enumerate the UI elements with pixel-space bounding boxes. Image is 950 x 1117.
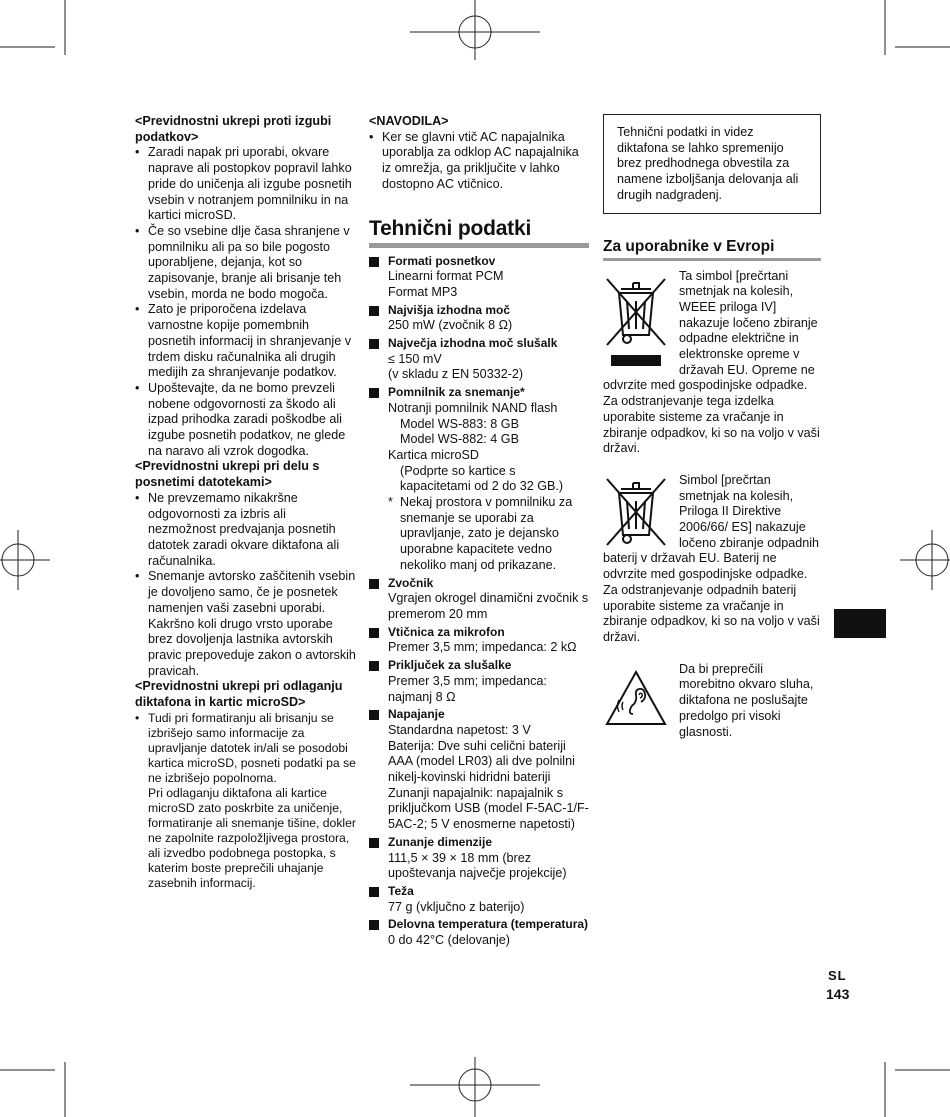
spec-value: 0 do 42°C (delovanje) [388, 933, 510, 948]
spec-value: Model WS-882: 4 GB [400, 432, 519, 447]
heading-europe-users: Za uporabnike v Evropi [603, 237, 821, 261]
list-item: • Ker se glavni vtič AC napajalnika uporablja za odklop AC napajalnika iz omrežja, ga priključite v lahko dostopno AC vtičnico. [369, 130, 589, 193]
spec-speaker [369, 576, 589, 623]
spec-memory [369, 385, 589, 573]
column-europe [603, 114, 821, 740]
section-title-specs: Tehnični podatki [369, 217, 589, 248]
spec-temperature [369, 917, 589, 948]
footnote-marker: * [388, 495, 393, 510]
spec-value: Format MP3 [388, 284, 458, 299]
hearing-text: Da bi preprečili morebitno okvaro sluha, diktafona ne poslušajte predolgo pri visoki glasnosti. [679, 661, 814, 739]
column-precautions [135, 114, 357, 891]
spec-label: Priključek za slušalke [388, 658, 512, 673]
hearing-block [603, 662, 821, 741]
spec-max-output [369, 303, 589, 334]
disposal-text-1: Tudi pri formatiranju ali brisanju se izbrišejo samo informacije za upravljanje datotek in/ali se posodobi kartica microSD, posneti podatki pa se ne izbrišejo popolnoma. [148, 710, 356, 785]
heading-instructions: <NAVODILA> [369, 114, 449, 128]
spec-formats [369, 254, 589, 301]
spec-value: Kartica microSD [388, 447, 479, 462]
spec-earphone-jack [369, 658, 589, 705]
list-item [135, 711, 357, 891]
list-item: • Če so vsebine dlje časa shranjene v pomnilniku ali pa so bile pogosto uporabljene, dejanja, kot so zapisovanje, branje ali brisanje teh vsebin, morda ne bodo mogoča. [135, 224, 357, 303]
weee-block [603, 269, 821, 457]
list-item: • Upoštevajte, da ne bomo prevzeli nobene odgovornosti za škodo ali izpad prihodka zaradi poškodbe ali izgube posnetih podatkov, ne glede na naravo ali vzrok dogodka. [135, 381, 357, 460]
language-tab-marker [834, 609, 886, 638]
spec-weight [369, 884, 589, 915]
list-item: • Zato je priporočena izdelava varnostne kopije pomembnih posnetih informacij in shranjevanje v trdem disku računalnika ali drugih medijih za shranjevanje podatkov. [135, 302, 357, 381]
crossed-bin-weee-icon [603, 273, 669, 369]
spec-value: 250 mW (zvočnik 8 Ω) [388, 318, 513, 333]
spec-value: Vgrajen okrogel dinamični zvočnik s premerom 20 mm [388, 591, 589, 621]
hearing-warning-icon [603, 668, 669, 730]
spec-value: 111,5 × 39 × 18 mm (brez upoštevanja največje projekcije) [388, 850, 567, 881]
spec-value: Premer 3,5 mm; impedanca: 2 kΩ [388, 640, 577, 655]
spec-footnote [388, 495, 589, 574]
heading-disposal: <Previdnostni ukrepi pri odlaganju diktafona in kartic microSD> [135, 679, 343, 710]
spec-power [369, 707, 589, 833]
spec-label: Vtičnica za mikrofon [388, 624, 505, 639]
battery-text: Simbol [prečrtan smetnjak na kolesih, Priloga II Direktive 2006/66/ ES] nakazuje ločeno zbiranje odpadnih baterij v državah EU. Baterij ne odvrzite med gospodinjske odpadke. Za odstranjevanje odpadnih baterij uporabite sisteme za vračanje in zbiranje odpadkov, ki so na voljo v vaši državi. [603, 472, 820, 644]
list-data-loss [135, 145, 357, 459]
spec-label: Napajanje [388, 707, 445, 722]
language-code: SL [828, 968, 847, 983]
spec-label: Zvočnik [388, 575, 434, 590]
spec-value: 77 g (vključno z baterijo) [388, 899, 525, 914]
spec-label: Najvišja izhodna moč [388, 302, 511, 317]
heading-recorded-files: <Previdnostni ukrepi pri delu s posnetimi datotekami> [135, 459, 320, 490]
spec-value: Zunanji napajalnik: napajalnik s priključkom USB (model F-5AC-1/F-5AC-2; 5 V enosmerne napetosti) [388, 785, 589, 832]
spec-value: Linearni format PCM [388, 269, 504, 284]
spec-value: Standardna napetost: 3 V [388, 722, 531, 737]
spec-value: Model WS-883: 8 GB [400, 416, 519, 431]
spec-label: Delovna temperatura (temperatura) [388, 917, 589, 932]
footnote-text: Nekaj prostora v pomnilniku za snemanje se uporabi za upravljanje, zato je dejansko uporabne kapacitete vedno nekoliko manj od prikazane. [400, 495, 573, 572]
spec-value: (v skladu z EN 50332-2) [388, 367, 524, 382]
spec-label: Formati posnetkov [388, 253, 496, 268]
list-item: • Snemanje avtorsko zaščitenih vsebin je dovoljeno samo, če je posnetek namenjen vaši zasebni uporabi. Kakršno koli drugo vrsto uporabe brez dovoljenja lastnika avtorskih pravic prepoveduje zakon o avtorskih pravicah. [135, 569, 357, 679]
heading-data-loss: <Previdnostni ukrepi proti izgubi podatkov> [135, 114, 332, 144]
spec-label: Zunanje dimenzije [388, 834, 493, 849]
spec-label: Pomnilnik za snemanje* [388, 385, 525, 400]
weee-text: Ta simbol [prečrtani smetnjak na kolesih, WEEE priloga IV] nakazuje ločeno zbiranje odpadne električne in elektronske opreme v državah EU. Opreme ne odvrzite med gospodinjske odpadke. Za odstranjevanje tega izdelka uporabite sisteme za vračanje in zbiranje odpadkov, ki so na voljo v vaši državi. [603, 268, 820, 456]
spec-value: ≤ 150 mV [388, 351, 442, 366]
list-item: • Ne prevzemamo nikakršne odgovornosti za izbris ali nezmožnost predvajanja posnetih datotek zaradi okvare diktafona ali računalnika. [135, 491, 357, 570]
spec-label: Največja izhodna moč slušalk [388, 336, 558, 351]
crossed-bin-battery-icon [603, 477, 669, 549]
spec-value: Baterija: Dve suhi celični bateriji AAA (model LR03) ali dve polnilni nikelj-kovinski hidridni bateriji [388, 738, 575, 785]
list-disposal [135, 711, 357, 891]
spec-value: Premer 3,5 mm; impedanca: najmanj 8 Ω [388, 673, 547, 704]
list-recorded-files [135, 491, 357, 679]
spec-dimensions [369, 835, 589, 882]
spec-value: Notranji pomnilnik NAND flash [388, 400, 558, 415]
spec-list [369, 254, 589, 949]
spec-headphone-output [369, 336, 589, 383]
list-instructions [369, 130, 589, 193]
page-number: 143 [826, 986, 850, 1002]
spec-value: (Podprte so kartice s kapacitetami od 2 do 32 GB.) [400, 463, 564, 494]
column-specifications [369, 114, 589, 951]
notice-box: Tehnični podatki in videz diktafona se lahko spremenijo brez predhodnega obvestila za namene izboljšanja delovanja ali drugih nadgradenj. [603, 114, 821, 214]
disposal-text-2: Pri odlaganju diktafona ali kartice microSD zato poskrbite za uničenje, formatiranje ali snemanje tišine, dokler ne zapolnite razpoložljivega prostora, ali izvedbo podobnega postopka, s katerim boste preprečili uhajanje zasebnih informacij. [148, 785, 356, 890]
spec-mic-jack [369, 625, 589, 656]
spec-label: Teža [388, 883, 414, 898]
battery-block [603, 473, 821, 646]
list-item: • Zaradi napak pri uporabi, okvare naprave ali postopkov popravil lahko pride do uničenja ali izgube posnetih vsebin v notranjem pomnilniku in na kartici microSD. [135, 145, 357, 224]
